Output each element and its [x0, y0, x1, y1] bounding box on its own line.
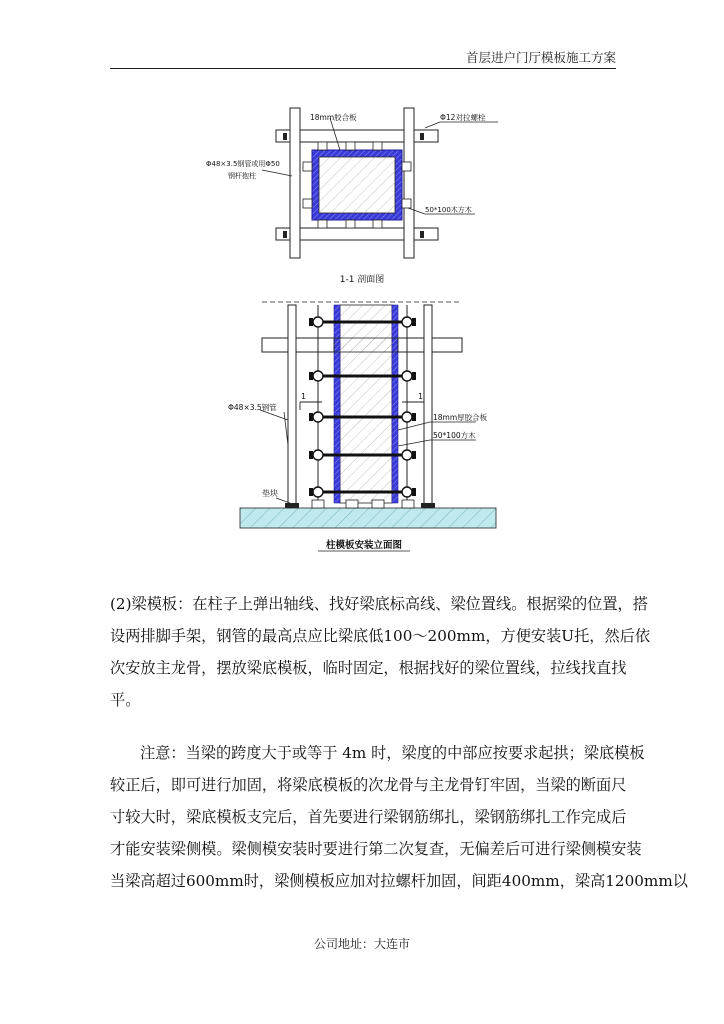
paragraph-notes — [110, 737, 688, 897]
section-caption: 1-1 剖面图 — [339, 275, 385, 285]
section-mark-right: 1 — [418, 392, 424, 401]
paragraph-beam-formwork — [110, 588, 651, 716]
text-line: 较正后，即可进行加固，将梁底模板的次龙骨与主龙骨钉牢固，当梁的断面尺 — [110, 776, 627, 794]
label-bolt: Φ12对拉螺栓 — [440, 113, 486, 122]
text-line: 寸较大时，梁底模板支完后，首先要进行梁钢筋绑扎，梁钢筋绑扎工作完成后 — [110, 808, 627, 826]
text-line: 才能安装梁侧模。梁侧模安装时要进行第二次复查，无偏差后可进行梁侧模安装 — [110, 840, 642, 858]
label-plywood: 18mm胶合板 — [310, 113, 357, 122]
section-drawing — [262, 108, 498, 258]
text-line: (2)梁模板：在柱子上弹出轴线、找好梁底标高线、梁位置线。根据梁的位置，搭 — [110, 595, 648, 613]
label-elevation-timber: 50*100方木 — [433, 431, 476, 440]
text-line: 注意：当梁的跨度大于或等于 4m 时，梁度的中部应按要求起拱；梁底模板 — [140, 744, 645, 762]
text-line: 设两排脚手架，钢管的最高点应比梁底低100～200mm，方便安装U托，然后依 — [110, 627, 651, 645]
label-timber: 50*100木方木 — [425, 206, 472, 214]
label-pipe-a: Φ48×3.5钢管或用Φ50 — [206, 160, 280, 168]
label-pad: 垫块 — [262, 489, 278, 498]
label-elevation-plywood: 18mm厚胶合板 — [433, 413, 488, 422]
section-mark-left: 1 — [301, 392, 307, 401]
page-footer — [0, 935, 724, 952]
footer-text: 公司地址：大连市 — [313, 937, 410, 951]
text-line: 当梁高超过600mm时，梁侧模板应加对拉螺杆加固，间距400mm，梁高1200mm以 — [110, 872, 688, 890]
label-elevation-pipe: Φ48×3.5钢管 — [228, 403, 277, 412]
elevation-caption: 柱模板安装立面图 — [325, 540, 403, 551]
label-pipe-b: 钢杆抱柱 — [228, 172, 256, 180]
text-line: 次安放主龙骨，摆放梁底模板，临时固定，根据找好的梁位置线，拉线找直找 — [110, 659, 627, 677]
header-title: 首层进户门厅模板施工方案 — [465, 50, 616, 65]
text-line: 平。 — [110, 691, 141, 709]
